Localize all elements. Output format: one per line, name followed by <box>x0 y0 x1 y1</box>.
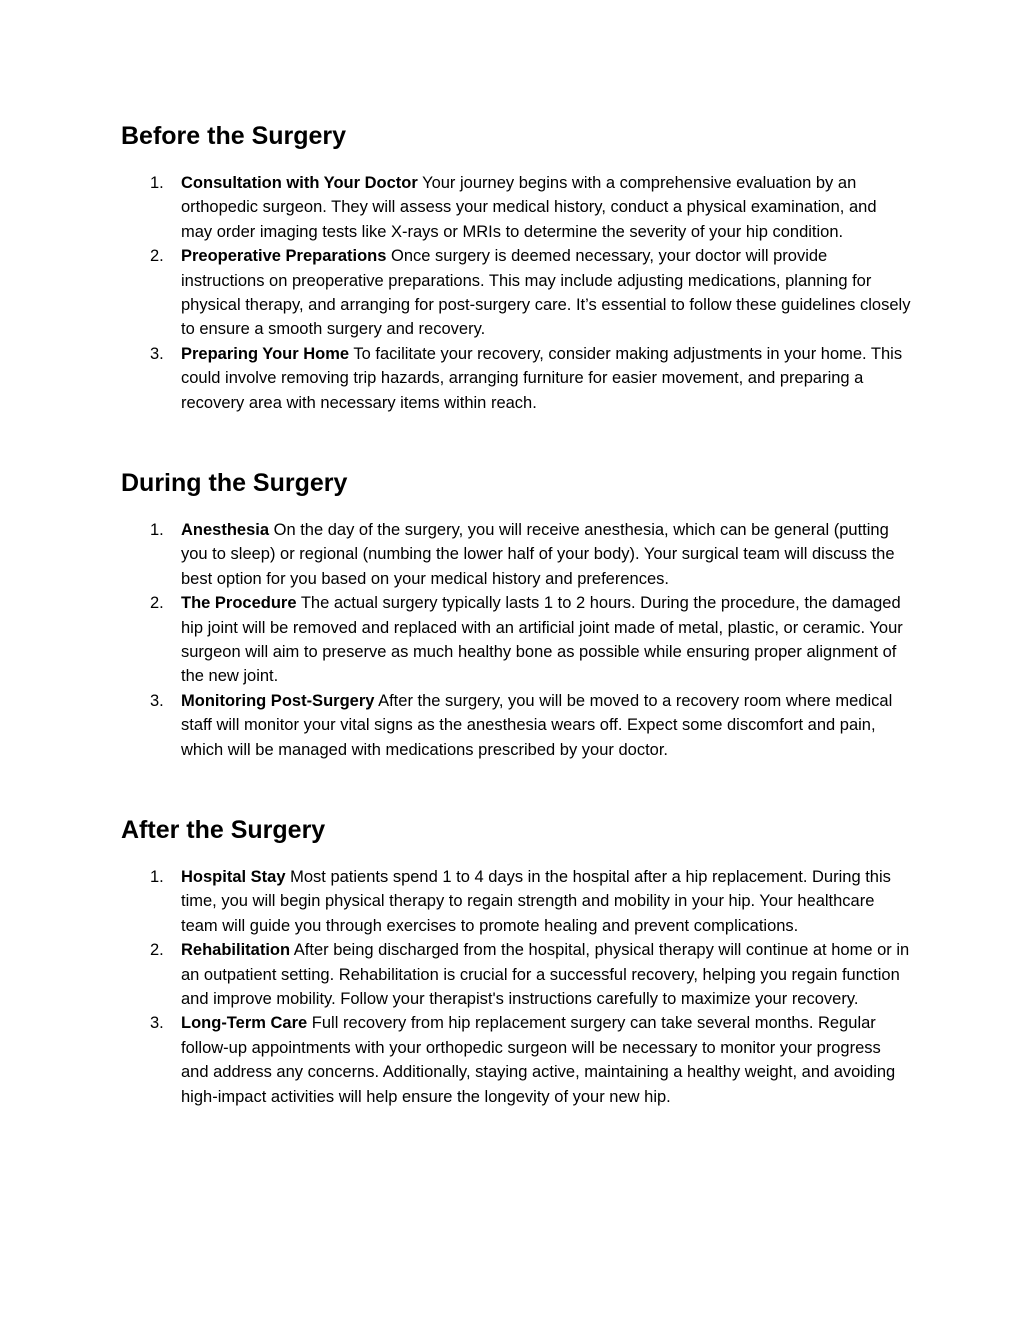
list-item-text: The actual surgery typically lasts 1 to 2 hours. During the procedure, the damaged hip joint will be removed and replaced with an artificial joint made of metal, plastic, or ceramic. Your surgeon will aim to preserve as much healthy bone as possible while ensuring proper alignment of the new joint. <box>181 594 903 686</box>
list-item-number: 2. <box>150 247 164 266</box>
list-item <box>121 518 911 591</box>
list-item <box>121 171 911 244</box>
section-during-surgery <box>121 468 911 762</box>
list-item-number: 2. <box>150 594 164 613</box>
list-item-term: Hospital Stay <box>181 868 286 886</box>
list-item-term: The Procedure <box>181 594 297 613</box>
list-item-number: 3. <box>150 344 164 363</box>
list-item-term: Monitoring Post-Surgery <box>181 691 375 710</box>
list-item-number: 3. <box>150 1014 164 1033</box>
list-item-text: On the day of the surgery, you will receive anesthesia, which can be general (putting you to sleep) or regional (numbing the lower half of your body). Your surgical team will discuss the best option for you based on your medical history and preferences. <box>181 521 895 588</box>
list-item-number: 1. <box>150 174 164 192</box>
list-item <box>121 689 911 762</box>
list-item <box>121 591 911 689</box>
numbered-list <box>121 171 911 415</box>
list-item <box>121 342 911 415</box>
list-item-term: Preoperative Preparations <box>181 247 387 266</box>
list-item-text: Once surgery is deemed necessary, your doctor will provide instructions on preoperative preparations. This may include adjusting medications, planning for physical therapy, and arranging for post-surgery care. It’s essential to follow these guidelines closely to ensure a smooth surgery and recovery. <box>181 247 911 339</box>
list-item-term: Rehabilitation <box>181 941 291 960</box>
list-item-term: Preparing Your Home <box>181 344 350 363</box>
list-item-term: Consultation with Your Doctor <box>181 174 418 192</box>
list-item-text: Your journey begins with a comprehensive evaluation by an orthopedic surgeon. They will assess your medical history, conduct a physical examination, and may order imaging tests like X-rays or MRIs to determine the severity of your hip condition. <box>181 174 877 241</box>
list-item-text: After the surgery, you will be moved to a recovery room where medical staff will monitor your vital signs as the anesthesia wears off. Expect some discomfort and pain, which will be managed with medications prescribed by your doctor. <box>181 691 893 759</box>
list-item <box>121 244 911 342</box>
list-item-term: Long-Term Care <box>181 1014 308 1033</box>
list-item-text: Most patients spend 1 to 4 days in the hospital after a hip replacement. During this time, you will begin physical therapy to regain strength and mobility in your hip. Your healthcare team will guide you through exercises to promote healing and prevent complications. <box>181 868 891 935</box>
list-item-text: To facilitate your recovery, consider making adjustments in your home. This could involve removing trip hazards, arranging furniture for easier movement, and preparing a recovery area with necessary items within reach. <box>181 344 903 412</box>
section-before-surgery <box>121 121 911 415</box>
list-item-number: 2. <box>150 941 164 960</box>
section-heading: After the Surgery <box>121 816 326 844</box>
list-item <box>121 938 911 1011</box>
section-after-surgery <box>121 815 911 1109</box>
list-item <box>121 865 911 938</box>
list-item-text: After being discharged from the hospital, physical therapy will continue at home or in an outpatient setting. Rehabilitation is crucial for a successful recovery, helping you regain function and improve mobility. Follow your therapist's instructions carefully to maximize your recovery. <box>181 941 910 1009</box>
numbered-list <box>121 865 911 1109</box>
numbered-list <box>121 518 911 762</box>
list-item-number: 1. <box>150 868 164 886</box>
list-item-number: 1. <box>150 521 164 539</box>
list-item-term: Anesthesia <box>181 521 270 539</box>
list-item <box>121 1011 911 1109</box>
list-item-text: Full recovery from hip replacement surgery can take several months. Regular follow-up appointments with your orthopedic surgeon will be necessary to monitor your progress and address any concerns. Additionally, staying active, maintaining a healthy weight, and avoiding high-impact activities will help ensure the longevity of your new hip. <box>181 1014 896 1106</box>
section-heading: Before the Surgery <box>121 122 347 150</box>
section-heading: During the Surgery <box>121 469 348 497</box>
list-item-number: 3. <box>150 691 164 710</box>
